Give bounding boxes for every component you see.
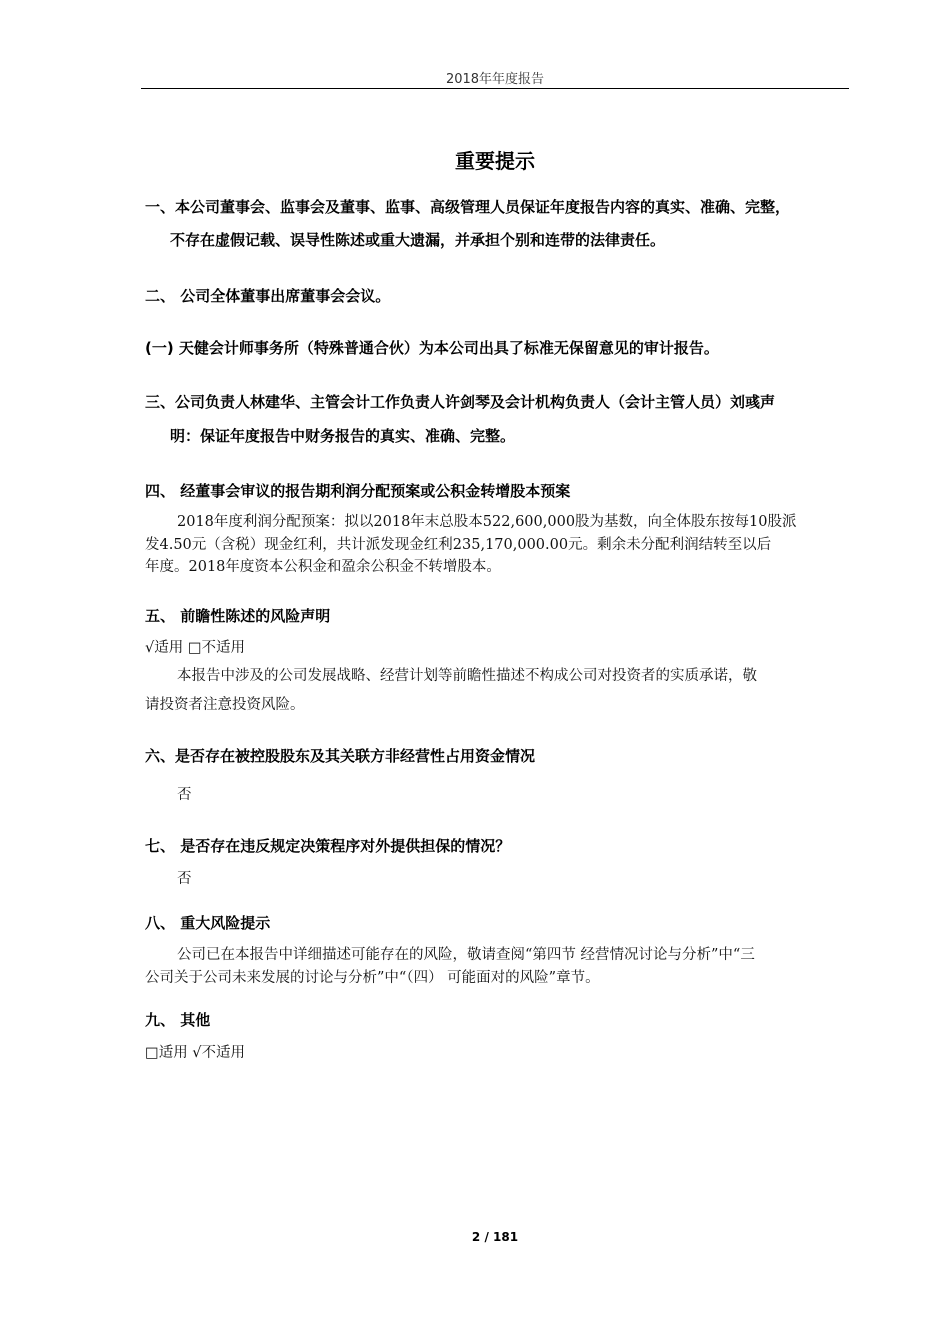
section-2-sub-1: (一) 天健会计师事务所（特殊普通合伙）为本公司出具了标准无保留意见的审计报告。	[145, 339, 719, 357]
section-5-option: √适用 □不适用	[145, 640, 246, 656]
section-8-line-2: 公司关于公司未来发展的讨论与分析”中“（四） 可能面对的风险”章节。	[145, 970, 600, 986]
section-4-line-3: 年度。2018年度资本公积金和盈余公积金不转增股本。	[145, 559, 501, 575]
section-8-line-1: 公司已在本报告中详细描述可能存在的风险，敬请查阅“第四节 经营情况讨论与分析”中“三	[177, 947, 755, 963]
section-7-answer: 否	[177, 871, 192, 887]
section-7-heading: 七、 是否存在违反规定决策程序对外提供担保的情况？	[145, 837, 511, 855]
header-rule	[141, 88, 849, 89]
page-title: 重要提示	[455, 149, 535, 173]
section-6-answer: 否	[177, 787, 192, 803]
section-9-heading: 九、 其他	[145, 1011, 211, 1029]
section-8-heading: 八、 重大风险提示	[145, 914, 271, 932]
section-2: 二、 公司全体董事出席董事会会议。	[145, 287, 391, 305]
section-6-heading: 六、是否存在被控股股东及其关联方非经营性占用资金情况	[145, 747, 536, 765]
section-5-line-1: 本报告中涉及的公司发展战略、经营计划等前瞻性描述不构成公司对投资者的实质承诺，敬	[177, 668, 757, 684]
running-header: 2018年年度报告	[445, 72, 545, 87]
section-1-line-2: 不存在虚假记载、误导性陈述或重大遗漏，并承担个别和连带的法律责任。	[170, 231, 666, 249]
page-number: 2 / 181	[471, 1230, 519, 1244]
section-3-line-1: 三、公司负责人林建华、主管会计工作负责人许剑琴及会计机构负责人（会计主管人员）刘彧声	[145, 393, 776, 411]
section-9-option: □适用 √不适用	[145, 1045, 246, 1061]
section-5-heading: 五、 前瞻性陈述的风险声明	[145, 607, 331, 625]
section-3-line-2: 明：保证年度报告中财务报告的真实、准确、完整。	[170, 427, 516, 445]
section-1-line-1: 一、本公司董事会、监事会及董事、监事、高级管理人员保证年度报告内容的真实、准确、完整，	[145, 198, 791, 216]
section-5-line-2: 请投资者注意投资风险。	[145, 697, 305, 713]
section-4-line-1: 2018年度利润分配预案：拟以2018年末总股本522,600,000股为基数，向全体股东按每10股派	[177, 514, 797, 530]
section-4-line-2: 发4.50元（含税）现金红利，共计派发现金红利235,170,000.00元。剩余未分配利润结转至以后	[145, 537, 772, 553]
section-4-heading: 四、 经董事会审议的报告期利润分配预案或公积金转增股本预案	[145, 482, 571, 500]
